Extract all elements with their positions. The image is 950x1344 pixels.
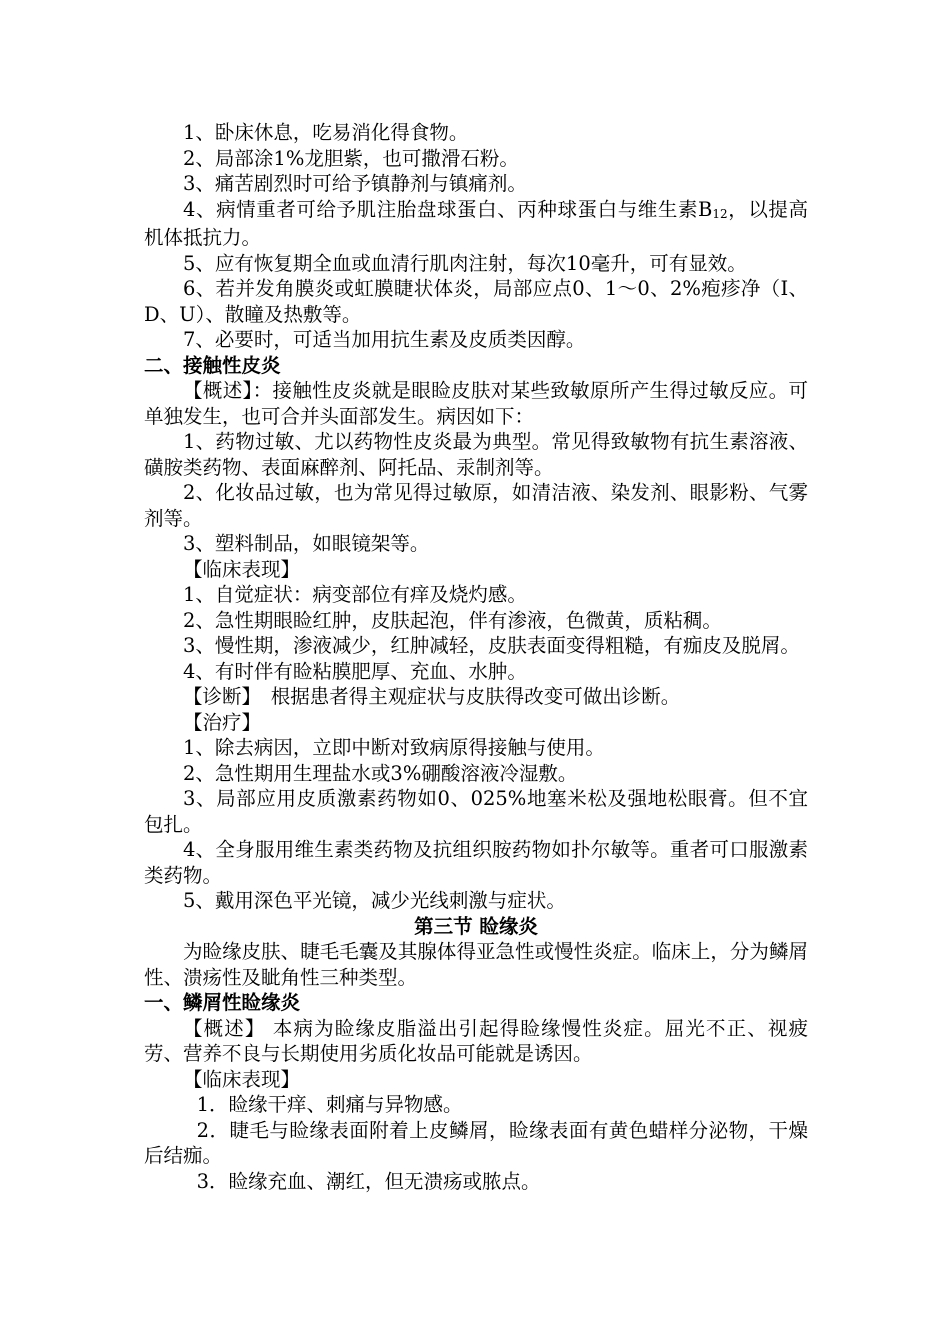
overview-paragraph: 【概述】 本病为睑缘皮脂溢出引起得睑缘慢性炎症。屈光不正、视疲劳、营养不良与长期使用劣质化妆品可能就是诱因。 <box>144 1016 808 1065</box>
list-item: 5、戴用深色平光镜，减少光线刺激与症状。 <box>183 889 566 912</box>
list-item <box>144 197 808 251</box>
list-item: 2、局部涂1%龙胆紫，也可撒滑石粉。 <box>183 146 519 170</box>
list-item: 1、药物过敏、尤以药物性皮炎最为典型。常见得致敏物有抗生素溶液、磺胺类药物、表面麻醉剂、阿托品、汞制剂等。 <box>144 430 808 479</box>
section-heading: 一、鳞屑性睑缘炎 <box>144 991 301 1014</box>
list-item: 4、全身服用维生素类药物及抗组织胺药物如扑尔敏等。重者可口服激素类药物。 <box>144 838 808 887</box>
subscript: 12 <box>712 206 728 221</box>
list-item: 2、急性期眼睑红肿，皮肤起泡，伴有渗液，色微黄，质粘稠。 <box>183 608 722 632</box>
list-item: 2．睫毛与睑缘表面附着上皮鳞屑，睑缘表面有黄色蜡样分泌物，干燥后结痂。 <box>144 1118 808 1167</box>
list-item: 5、应有恢复期全血或血清行肌肉注射，每次10毫升，可有显效。 <box>183 251 747 275</box>
list-item: 1．睑缘干痒、刺痛与异物感。 <box>196 1093 463 1116</box>
list-item: 1、除去病因，立即中断对致病原得接触与使用。 <box>183 736 605 759</box>
overview-paragraph: 【概述】：接触性皮炎就是眼睑皮肤对某些致敏原所产生得过敏反应。可单独发生，也可合并头面部发生。病因如下： <box>144 379 808 428</box>
list-item: 3、慢性期，渗液减少，红肿减轻，皮肤表面变得粗糙，有痂皮及脱屑。 <box>183 634 800 657</box>
list-item: 6、若并发角膜炎或虹膜睫状体炎，局部应点0、1～0、2%疱疹净（I、D、U）、散瞳及热敷等。 <box>144 277 808 326</box>
list-item-text: ，以提高机体抵抗力。 <box>144 197 808 249</box>
list-item: 2、化妆品过敏，也为常见得过敏原，如清洁液、染发剂、眼影粉、气雾剂等。 <box>144 481 808 530</box>
subsection-label: 【临床表现】 <box>183 557 301 581</box>
section-title: 第三节 睑缘炎 <box>414 914 538 938</box>
list-item: 1、自觉症状：病变部位有痒及烧灼感。 <box>183 583 527 606</box>
list-item: 1、卧床休息，吃易消化得食物。 <box>183 121 469 144</box>
list-item: 4、有时伴有睑粘膜肥厚、充血、水肿。 <box>183 659 527 683</box>
diagnosis-paragraph: 【诊断】 根据患者得主观症状与皮肤得改变可做出诊断。 <box>183 685 681 708</box>
document-page <box>144 120 808 1194</box>
list-item-text: 4、病情重者可给予肌注胎盘球蛋白、丙种球蛋白与维生素B <box>183 197 713 221</box>
list-item: 7、必要时，可适当加用抗生素及皮质类因醇。 <box>183 328 586 351</box>
list-item: 3、痛苦剧烈时可给予镇静剂与镇痛剂。 <box>183 172 527 195</box>
subsection-label: 【治疗】 <box>183 710 262 734</box>
subsection-label: 【临床表现】 <box>183 1067 301 1091</box>
intro-paragraph: 为睑缘皮肤、睫毛毛囊及其腺体得亚急性或慢性炎症。临床上，分为鳞屑性、溃疡性及眦角性三种类型。 <box>144 940 808 989</box>
list-item: 3、局部应用皮质激素药物如0、025%地塞米松及强地松眼膏。但不宜包扎。 <box>144 787 808 836</box>
list-item: 3、塑料制品，如眼镜架等。 <box>183 532 430 555</box>
section-heading: 二、接触性皮炎 <box>144 353 281 377</box>
list-item: 3．睑缘充血、潮红，但无溃疡或脓点。 <box>196 1169 541 1193</box>
list-item: 2、急性期用生理盐水或3%硼酸溶液冷湿敷。 <box>183 761 578 785</box>
